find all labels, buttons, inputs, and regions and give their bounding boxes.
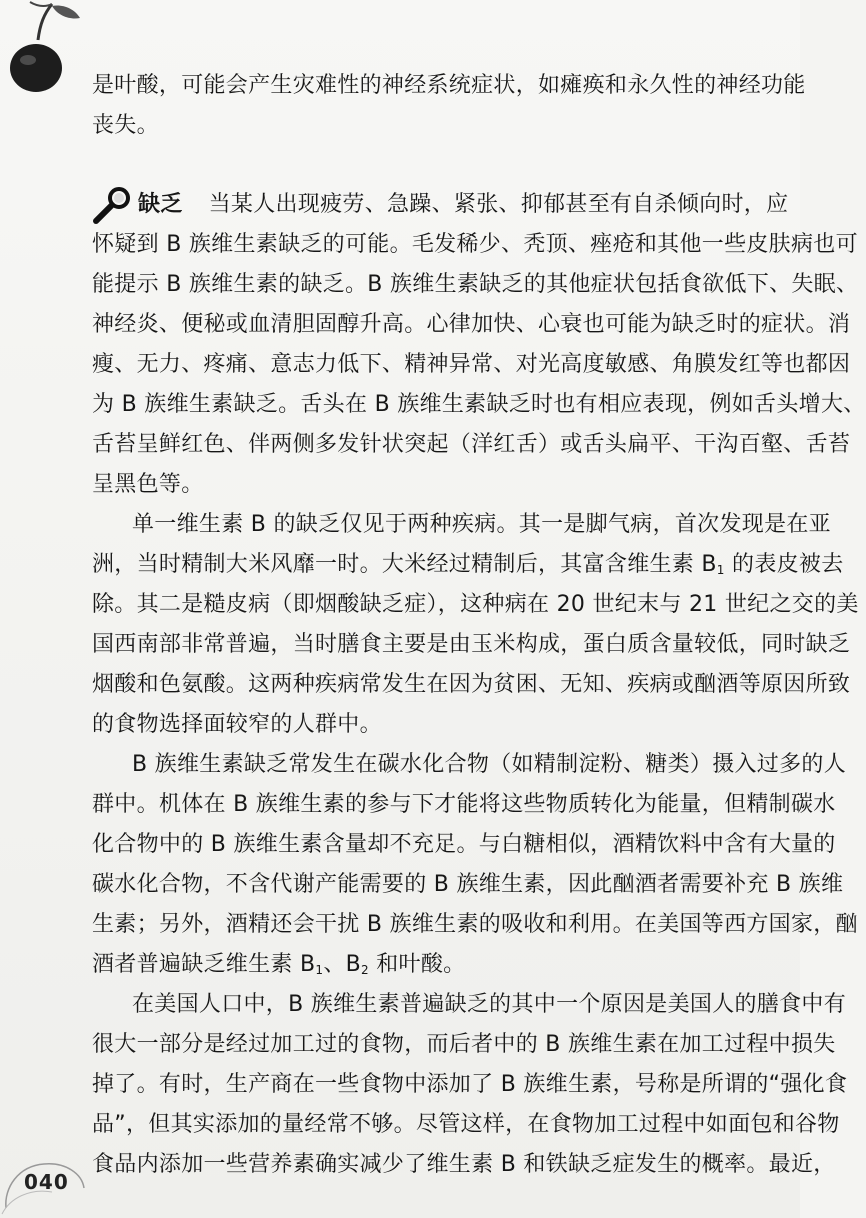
body-line: 为 B 族维生素缺乏。舌头在 B 族维生素缺乏时也有相应表现，例如舌头增大、 — [92, 392, 866, 417]
cherry-icon — [0, 0, 100, 100]
section-heading: 缺乏 — [138, 192, 183, 217]
body-line: 国西南部非常普遍，当时膳食主要是由玉米构成，蛋白质含量较低，同时缺乏 — [92, 632, 851, 657]
body-line: 化合物中的 B 族维生素含量却不充足。与白糖相似，酒精饮料中含有大量的 — [92, 832, 836, 857]
body-line: 舌苔呈鲜红色、伴两侧多发针状突起（洋红舌）或舌头扁平、干沟百壑、舌苔 — [92, 432, 851, 457]
body-line — [92, 545, 844, 585]
body-line: 生素；另外，酒精还会干扰 B 族维生素的吸收和利用。在美国等西方国家，酗 — [92, 912, 858, 937]
page-body — [92, 66, 866, 1185]
subscript: 1 — [315, 963, 324, 977]
body-line: 除。其二是糙皮病（即烟酸缺乏症），这种病在 20 世纪末与 21 世纪之交的美 — [92, 592, 859, 617]
body-line: 烟酸和色氨酸。这两种疾病常发生在因为贫困、无知、疾病或酗酒等原因所致 — [92, 672, 851, 697]
body-line: 呈黑色等。 — [92, 472, 204, 497]
inline-text: 酒者普遍缺乏维生素 B — [92, 952, 316, 977]
section-first-line: 当某人出现疲劳、急躁、紧张、抑郁甚至有自杀倾向时，应 — [208, 192, 789, 217]
body-line — [92, 945, 782, 985]
inline-text: 和叶酸。 — [368, 952, 466, 977]
body-line: 的食物选择面较窄的人群中。 — [92, 712, 382, 737]
body-line: 在美国人口中，B 族维生素普遍缺乏的其中一个原因是美国人的膳食中有 — [132, 992, 846, 1017]
body-line: 单一维生素 B 的缺乏仅见于两种疾病。其一是脚气病，首次发现是在亚 — [132, 512, 831, 537]
magnifier-icon — [92, 185, 132, 225]
subscript: 1 — [716, 563, 725, 577]
body-line: 品”，但其实添加的量经常不够。尽管这样，在食物加工过程中如面包和谷物 — [92, 1112, 840, 1137]
body-line: 怀疑到 B 族维生素缺乏的可能。毛发稀少、秃顶、痤疮和其他一些皮肤病也可 — [92, 232, 858, 257]
body-line: 能提示 B 族维生素的缺乏。B 族维生素缺乏的其他症状包括食欲低下、失眠、 — [92, 272, 859, 297]
body-line: B 族维生素缺乏常发生在碳水化合物（如精制淀粉、糖类）摄入过多的人 — [132, 752, 846, 777]
inline-text: 洲，当时精制大米风靡一时。大米经过精制后，其富含维生素 B — [92, 552, 717, 577]
section-heading-row — [92, 185, 789, 225]
body-line: 是叶酸，可能会产生灾难性的神经系统症状，如瘫痪和永久性的神经功能 — [92, 73, 806, 98]
body-line: 掉了。有时，生产商在一些食物中添加了 B 族维生素，号称是所谓的“强化食 — [92, 1072, 848, 1097]
inline-text: 的表皮被去 — [724, 552, 844, 577]
body-line: 食品内添加一些营养素确实减少了维生素 B 和铁缺乏症发生的概率。最近， — [92, 1152, 836, 1177]
body-line: 碳水化合物，不含代谢产能需要的 B 族维生素，因此酗酒者需要补充 B 族维 — [92, 872, 844, 897]
body-line: 瘦、无力、疼痛、意志力低下、精神异常、对光高度敏感、角膜发红等也都因 — [92, 352, 851, 377]
body-line: 丧失。 — [92, 113, 159, 138]
body-line: 神经炎、便秘或血清胆固醇升高。心律加快、心衰也可能为缺乏时的症状。消 — [92, 312, 851, 337]
page-number: 040 — [24, 1170, 69, 1194]
body-line: 群中。机体在 B 族维生素的参与下才能将这些物质转化为能量，但精制碳水 — [92, 792, 836, 817]
subscript: 2 — [361, 963, 369, 977]
body-line: 很大一部分是经过加工过的食物，而后者中的 B 族维生素在加工过程中损失 — [92, 1032, 836, 1057]
inline-text: 、B — [323, 952, 362, 977]
